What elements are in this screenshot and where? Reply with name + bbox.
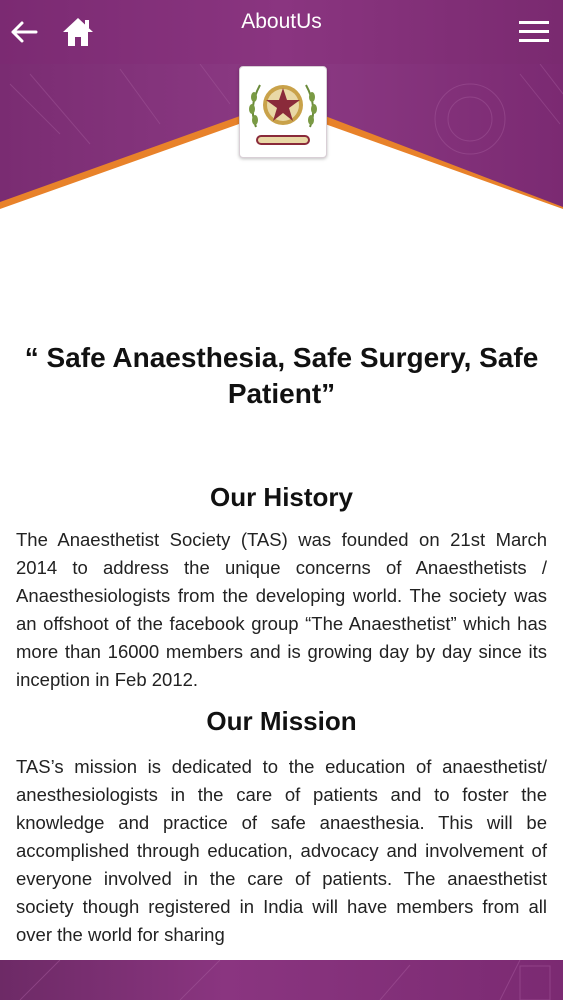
society-logo [239,66,327,158]
hamburger-menu-icon[interactable] [514,12,554,52]
app-header [0,0,563,64]
slogan: “ Safe Anaesthesia, Safe Surgery, Safe Patient” [24,342,539,409]
page-title: AboutUs [241,10,322,33]
history-heading: Our History [209,482,354,512]
mission-heading: Our Mission [206,706,357,736]
mission-body: TAS’s mission is dedicated to the education of anaesthetist/ anesthesiologists in the care of patients and to foster the knowledge and practice of safe anaesthesia. This will be accomplished through education, advocacy and involvement of everyone involved in the care of patients. The anaesthetist society though registered in India will have members from all over the world for sharing [16,756,547,945]
history-body: The Anaesthetist Society (TAS) was founded on 21st March 2014 to address the unique concerns of Anaesthetists / Anaesthesiologists from the developing world. The society was an offshoot of the facebook group “The Anaesthetist” which has more than 16000 members and is growing day by day since its inception in Feb 2012. [16,529,547,690]
footer-banner [0,960,563,1000]
about-content [16,340,547,949]
